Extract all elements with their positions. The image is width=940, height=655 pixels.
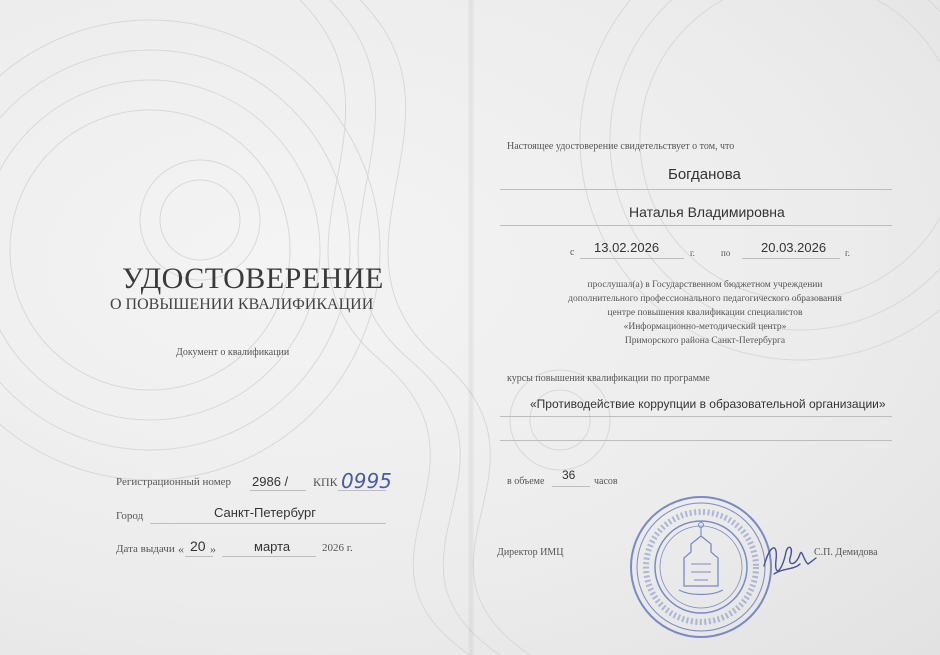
director-name: С.П. Демидова xyxy=(814,547,878,558)
date-from-underline xyxy=(580,258,684,259)
year-suffix-from: г. xyxy=(690,248,695,258)
issue-month: марта xyxy=(254,539,291,554)
surname: Богданова xyxy=(668,166,741,183)
kpk-label: КПК xyxy=(313,475,338,489)
certificate-title: УДОСТОВЕРЕНИЕ xyxy=(122,262,384,295)
date-to-underline xyxy=(742,258,840,259)
program-name: «Противодействие коррупции в образовательной организации» xyxy=(530,397,886,411)
institution-block xyxy=(499,278,911,348)
issue-day: 20 xyxy=(190,538,206,554)
institution-line: прослушал(а) в Государственном бюджетном учреждении xyxy=(587,280,823,290)
program-label: курсы повышения квалификации по программе xyxy=(507,373,710,384)
institution-line: центре повышения квалификации специалистов xyxy=(607,308,803,318)
kpk-number: 0995 xyxy=(341,469,392,493)
institution-line: Приморского района Санкт-Петербурга xyxy=(624,336,786,346)
registration-label: Регистрационный номер xyxy=(116,476,232,488)
kpk-underline xyxy=(338,490,386,491)
to-label: по xyxy=(721,248,731,258)
reg-underline xyxy=(250,490,306,491)
handwritten-signature-icon xyxy=(760,536,820,578)
program-underline-1 xyxy=(500,416,892,417)
document-type: Документ о квалификации xyxy=(176,347,290,358)
volume-underline xyxy=(552,486,590,487)
month-underline xyxy=(222,556,316,557)
round-seal-icon xyxy=(628,494,774,640)
issue-year: 2026 г. xyxy=(322,542,353,554)
issue-open-quote: « xyxy=(178,542,184,556)
issue-close-quote: » xyxy=(210,542,216,556)
name-underline xyxy=(500,225,892,226)
day-underline xyxy=(185,556,213,557)
city-underline xyxy=(150,523,386,524)
date-to: 20.03.2026 xyxy=(761,240,827,255)
institution-line: «Информационно-методический центр» xyxy=(623,322,787,332)
given-name: Наталья Владимировна xyxy=(629,204,785,220)
director-label: Директор ИМЦ xyxy=(497,547,564,558)
city-value: Санкт-Петербург xyxy=(214,505,316,520)
surname-underline xyxy=(500,189,892,190)
certificate-subtitle: О ПОВЫШЕНИИ КВАЛИФИКАЦИИ xyxy=(110,296,374,313)
issue-date-label: Дата выдачи xyxy=(116,543,175,555)
institution-line: дополнительного профессионального педагогического образования xyxy=(568,294,842,304)
volume-label: в объеме xyxy=(507,476,545,487)
year-suffix-to: г. xyxy=(845,248,850,258)
program-underline-2 xyxy=(500,440,892,441)
volume-value: 36 xyxy=(562,468,576,482)
registration-number: 2986 / xyxy=(252,474,289,489)
volume-unit: часов xyxy=(594,476,618,487)
fold-line xyxy=(468,0,474,655)
intro-text: Настоящее удостоверение свидетельствует о том, что xyxy=(507,141,735,152)
date-from: 13.02.2026 xyxy=(594,240,660,255)
city-label: Город xyxy=(116,510,144,522)
from-label: с xyxy=(570,247,575,258)
